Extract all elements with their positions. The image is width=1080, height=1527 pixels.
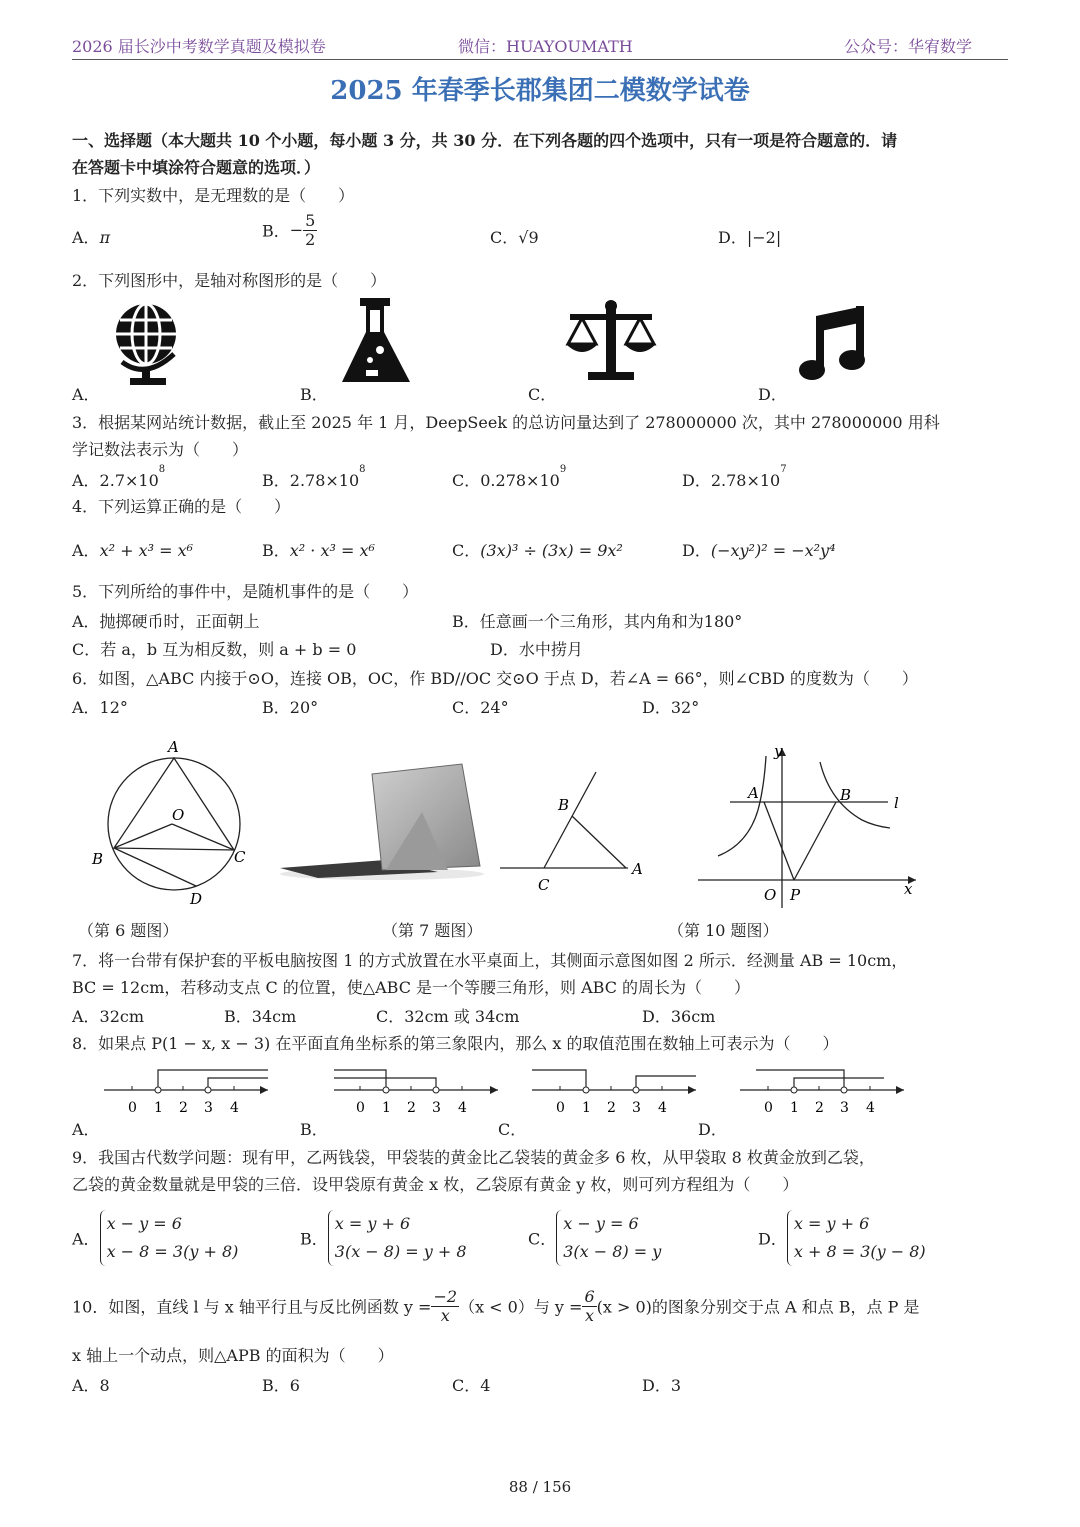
tick-4: 4 [658,1100,667,1116]
q10-option-a: A．8 [72,1376,110,1395]
label-a: A [748,784,759,802]
q2-option-d: D． [758,385,787,404]
number-line-a [102,1064,274,1118]
q2-option-c: C． [528,385,557,404]
q3-option-b: B．$2.78\times 10^8$ [262,464,366,490]
q10-line2: x 轴上一个动点，则△APB 的面积为（ ） [72,1346,394,1365]
label-d: D [190,890,203,908]
q9-option-d: D．x = y + 6 x + 8 = 3(y − 8) [758,1210,926,1266]
q6-option-c: C．24° [452,698,509,717]
q1-option-c: C．√9 [490,228,539,247]
q10-line1: 10．如图，直线 l 与 x 轴平行且与反比例函数 y = $\frac{-2}{x}$ （x < 0）与 y = $\frac{6}{x}$ (x > 0)的图象分别交于点 A 和点 B，点 P 是 [72,1287,920,1325]
q5-option-d: D．水中捞月 [490,640,583,659]
number-line-c [530,1064,702,1118]
q8-option-b: B． [300,1120,328,1139]
section-line1: 一、选择题（本大题共 10 个小题，每小题 3 分，共 30 分．在下列各题的四个选项中，只有一项是符合题意的．请 [72,131,898,150]
label-b: B [558,796,570,814]
q9-option-a: A．x − y = 6 x − 8 = 3(y + 8) [72,1210,238,1266]
q2-stem: 2．下列图形中，是轴对称图形的是（ ） [72,271,387,290]
label-b: B [840,786,852,804]
q7-option-a: A．32cm [72,1007,145,1026]
q4-option-a: A．x² + x³ = x⁶ [72,541,194,560]
page-title: 2025 年春季长郡集团二模数学试卷 [330,76,750,106]
q3-option-c: C．$0.278\times 10^9$ [452,464,567,490]
q7-option-b: B．34cm [224,1007,297,1026]
tablet-illustration [278,762,490,886]
q6-option-d: D．32° [642,698,700,717]
tick-3: 3 [632,1100,641,1116]
q4-stem: 4．下列运算正确的是（ ） [72,497,291,516]
label-a: A [632,860,643,878]
q7-line1: 7．将一台带有保护套的平板电脑按图 1 的方式放置在水平桌面上，其侧面示意图如图 2 所示．经测量 AB = 10cm， [72,951,908,970]
header-right: 公众号：华宥数学 [844,37,973,56]
q7-line2: BC = 12cm，若移动支点 C 的位置，使△ABC 是一个等腰三角形，则 ABC 的周长为（ ） [72,978,751,997]
header-center: 微信：HUAYOUMATH [458,37,633,56]
circle-o [108,758,240,890]
tick-4: 4 [458,1100,467,1116]
q1-option-d: D．|−2| [718,228,782,247]
q4-option-d: D．(−xy²)² = −x²y⁴ [682,541,836,560]
q5-option-a: A．抛掷硬币时，正面朝上 [72,612,260,631]
caption-fig7: （第 7 题图） [382,921,483,940]
tick-0: 0 [556,1100,565,1116]
q1-stem: 1．下列实数中，是无理数的是（ ） [72,186,355,205]
caption-fig10: （第 10 题图） [668,921,779,940]
q9-line2: 乙袋的黄金数量就是甲袋的三倍．设甲袋原有黄金 x 枚，乙袋原有黄金 y 枚，则可列方程组为（ ） [72,1175,799,1194]
q2-option-b: B． [300,385,328,404]
q2-option-a: A． [72,385,100,404]
number-line-d [738,1064,910,1118]
q6-option-b: B．20° [262,698,319,717]
q3-line1: 3．根据某网站统计数据，截止至 2025 年 1 月，DeepSeek 的总访问量达到了 278000000 次，其中 278000000 用科 [72,413,940,432]
figure-6 [84,736,264,912]
label-c: C [234,848,246,866]
q3-option-d: D．$2.78\times 10^7$ [682,464,787,490]
triangle-abc [114,758,234,850]
caption-fig6: （第 6 题图） [78,921,179,940]
q3-option-a: A．$2.7\times 10^8$ [72,464,166,490]
label-c: C [538,876,550,894]
number-line-b [332,1064,504,1118]
tick-1: 1 [582,1100,591,1116]
header-rule [72,59,1008,60]
label-b: B [92,850,104,868]
figure-10 [694,740,924,912]
label-a: A [168,738,179,756]
q3-line2: 学记数法表示为（ ） [72,440,249,459]
section-line2: 在答题卡中填涂符合题意的选项．） [72,158,321,177]
tick-1: 1 [790,1100,799,1116]
page-number: 88 / 156 [508,1478,572,1496]
tick-1: 1 [382,1100,391,1116]
flask-icon [336,296,416,388]
figure-7-triangle [496,766,652,896]
tick-0: 0 [356,1100,365,1116]
tick-1: 1 [154,1100,163,1116]
q7-option-d: D．36cm [642,1007,716,1026]
tick-2: 2 [407,1100,416,1116]
tick-3: 3 [204,1100,213,1116]
label-l: l [894,794,899,812]
scale-icon [562,300,660,386]
tick-3: 3 [840,1100,849,1116]
q4-option-b: B．x² · x³ = x⁶ [262,541,375,560]
q10-option-b: B．6 [262,1376,300,1395]
label-x: x [904,880,913,898]
q9-option-c: C．x − y = 6 3(x − 8) = y [528,1210,661,1266]
q9-option-b: B．x = y + 6 3(x − 8) = y + 8 [300,1210,467,1266]
music-note-icon [796,304,870,384]
label-p: P [790,886,801,904]
q4-option-c: C．(3x)³ ÷ (3x) = 9x² [452,541,623,560]
tick-4: 4 [866,1100,875,1116]
q5-stem: 5．下列所给的事件中，是随机事件的是（ ） [72,582,419,601]
label-y: y [774,742,783,760]
tick-2: 2 [179,1100,188,1116]
q8-stem: 8．如果点 P(1 − x, x − 3) 在平面直角坐标系的第三象限内，那么 x 的取值范围在数轴上可表示为（ ） [72,1034,839,1053]
tick-2: 2 [607,1100,616,1116]
q5-option-c: C．若 a，b 互为相反数，则 a + b = 0 [72,640,357,659]
q10-option-d: D．3 [642,1376,682,1395]
q9-line1: 9．我国古代数学问题：现有甲，乙两钱袋，甲袋装的黄金比乙袋装的黄金多 6 枚，从甲袋取 8 枚黄金放到乙袋， [72,1148,875,1167]
q1-option-a: A．π [72,228,111,247]
label-o: O [764,886,777,904]
globe-icon [108,296,188,388]
q8-option-d: D． [698,1120,727,1139]
q1-option-b: B．− $\frac{5}{2}$ [262,211,316,249]
q6-stem: 6．如图，△ABC 内接于⊙O，连接 OB，OC，作 BD//OC 交⊙O 于点 D，若∠A = 66°，则∠CBD 的度数为（ ） [72,669,918,688]
tick-0: 0 [764,1100,773,1116]
tick-4: 4 [230,1100,239,1116]
tick-2: 2 [815,1100,824,1116]
tick-3: 3 [432,1100,441,1116]
header-left: 2026 届长沙中考数学真题及模拟卷 [72,37,326,56]
q7-option-c: C．32cm 或 34cm [376,1007,520,1026]
q6-option-a: A．12° [72,698,128,717]
q5-option-b: B．任意画一个三角形，其内角和为180° [452,612,743,631]
tick-0: 0 [128,1100,137,1116]
label-o: O [172,806,185,824]
q10-option-c: C．4 [452,1376,491,1395]
q8-option-c: C． [498,1120,527,1139]
q8-option-a: A． [72,1120,100,1139]
